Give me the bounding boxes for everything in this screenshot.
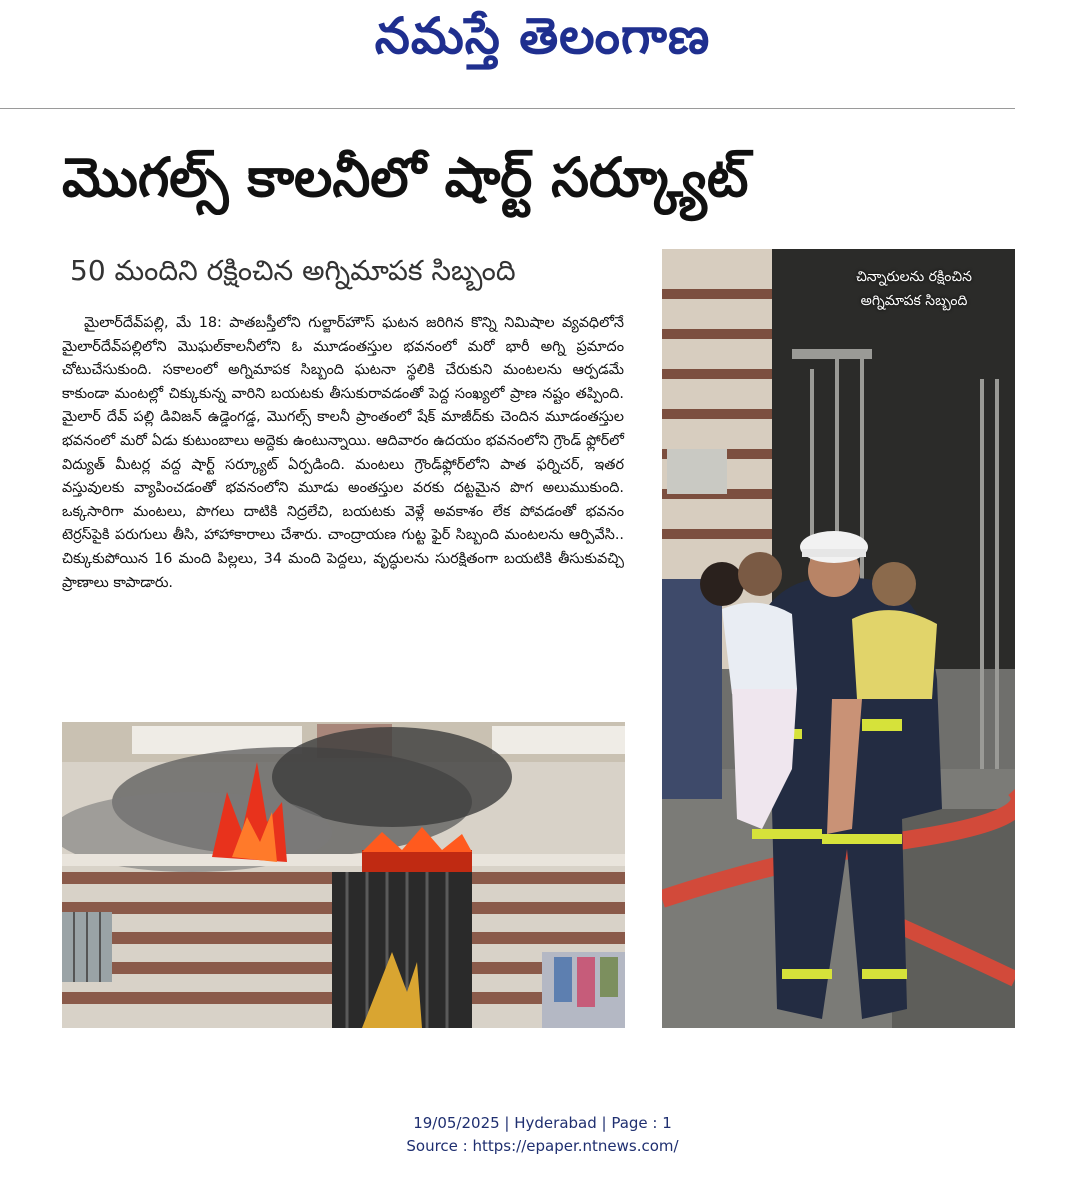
footer-source: Source : https://epaper.ntnews.com/ [406,1137,679,1155]
footer-date-page: 19/05/2025 | Hyderabad | Page : 1 [413,1114,672,1132]
article-paragraph: మైలార్‌దేవ్‌పల్లి, మే 18: పాతబస్తీలోని గుల్జార్‌హౌస్‌ ఘటన జరిగిన కొన్ని నిమిషాల వ్యవధిలోనే మైలార్‌దేవ్‌పల్లిలోని మొఘల్‌కాలనీలోని ఓ మూడంతస్తుల భవనంలో మరో భారీ అగ్ని ప్రమాదం చోటుచేసుకుంది. సకాలంలో అగ్నిమాపక సిబ్బంది ఘటనా స్థలికి చేరుకుని మంటలను ఆర్పడమే కాకుండా మంటల్లో చిక్కుకున్న వారిని బయటకు తీసుకురావడంతో పెద్ద సంఖ్యలో ప్రాణ నష్టం తప్పింది. మైలార్‌ దేవ్‌ పల్లి డివిజన్‌ ఉడ్డెంగడ్డ, మొగల్స్‌ కాలనీ ప్రాంతంలో షేక్‌ మాజీద్‌కు చెందిన మూడంతస్తుల భవనంలో మరో ఏడు కుటుంబాలు అద్దెకు ఉంటున్నాయి. ఆదివారం ఉదయం భవనంలోని గ్రౌండ్‌ ఫ్లోర్‌లో విద్యుత్‌ మీటర్ల వద్ద షార్ట్‌ సర్క్యూట్‌ ఏర్పడింది. మంటలు గ్రౌండ్‌ఫ్లోర్‌లోని పాత ఫర్నిచర్‌, ఇతర వస్తువులకు వ్యాపించడంతో భవనంలోని మూడు అంతస్తుల వరకు దట్టమైన పొగ అలుముకుంది. ఒక్కసారిగా మంటలు, పొగలు దాటికి నిద్రలేచి, బయటకు వెళ్లే అవకాశం లేక పోవడంతో భవనం టెర్రస్‌పైకి పరుగులు తీసి, హాహాకారాలు చేశారు. చాంద్రాయణ గుట్ట ఫైర్‌ సిబ్బంది మంటలను ఆర్పివేసి.. చిక్కుకుపోయిన 16 మంది పిల్లలు, 34 మంది పెద్దలు, వృద్ధులను సురక్షితంగా బయటికి తీసుకువచ్చి ప్రాణాలు కాపాడారు. [62,315,624,591]
masthead-divider [0,108,1015,109]
article-body [62,312,624,595]
fire-building-photo [62,722,625,1028]
masthead-logo: నమస్తే తెలంగాణ [374,6,711,65]
headline: మొగల్స్‌ కాలనీలో షార్ట్‌ సర్క్యూట్‌ [62,146,749,209]
subheadline: 50 మందిని రక్షించిన అగ్నిమాపక సిబ్బంది [70,254,516,287]
page-footer [0,1112,1085,1158]
photo-caption: చిన్నారులను రక్షించిన అగ్నిమాపక సిబ్బంది [856,269,972,309]
rescue-photo [662,249,1015,1028]
